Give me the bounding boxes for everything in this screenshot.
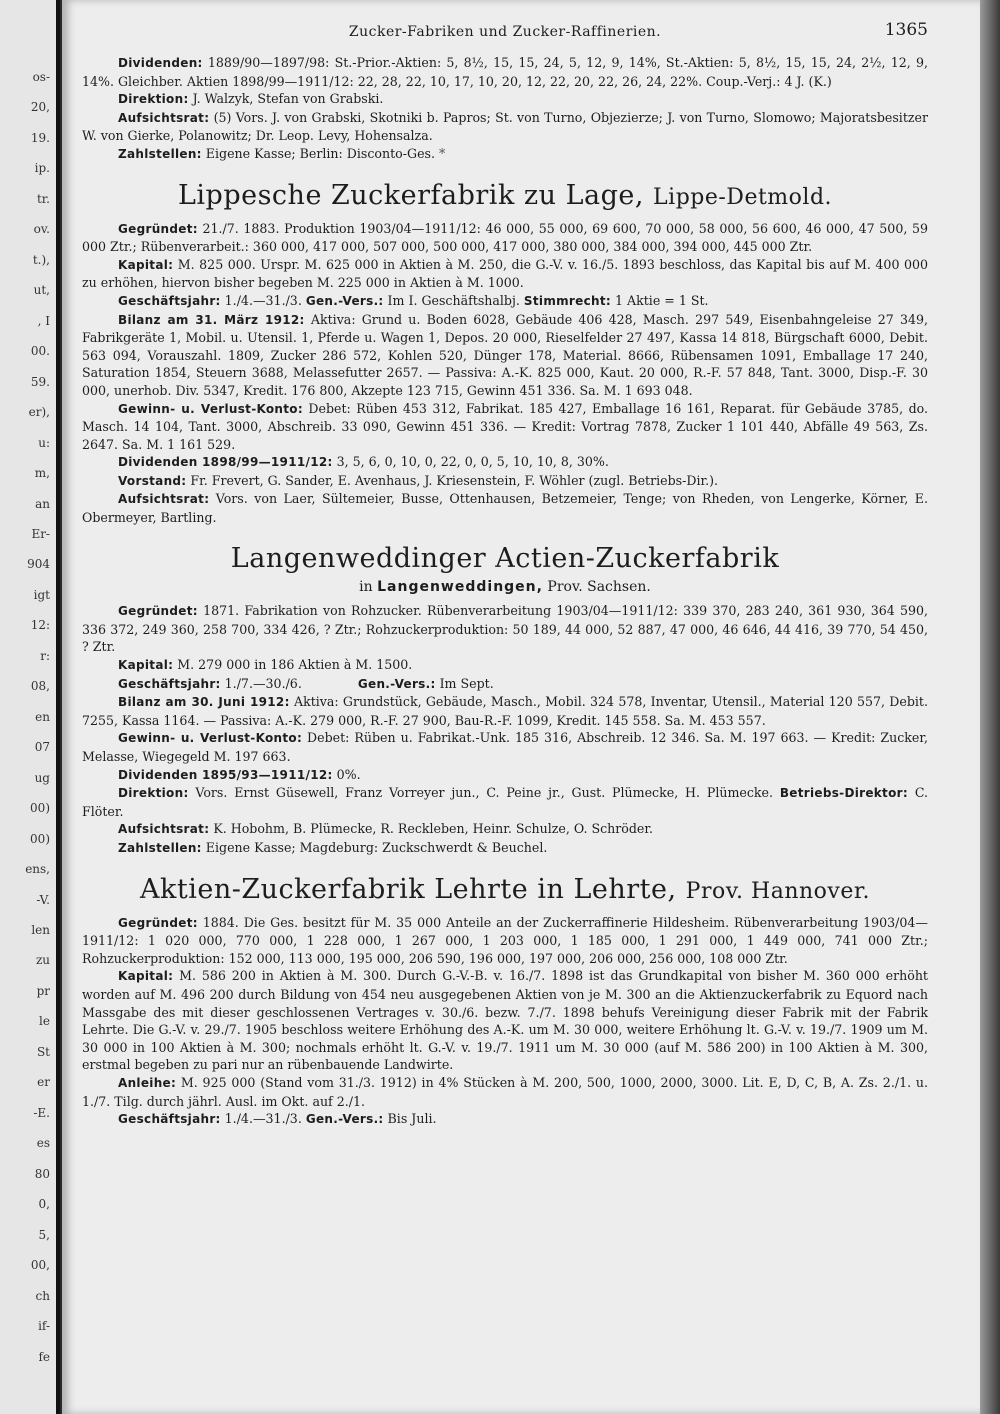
direktion-paragraph [82, 90, 928, 109]
margin-fragment: m, [34, 466, 50, 481]
margin-fragment: 20, [30, 100, 50, 115]
location-place: Langenweddingen, [377, 578, 543, 595]
dividenden-text: 0%. [336, 766, 361, 782]
aufsichtsrat-paragraph [82, 820, 928, 839]
margin-fragment: -E. [33, 1105, 50, 1120]
page-1365 [62, 0, 980, 1414]
margin-fragment: igt [33, 587, 50, 602]
margin-fragment: -V. [36, 892, 50, 907]
company-name: Lippesche Zuckerfabrik zu Lage, [177, 179, 644, 211]
margin-fragment: , I [37, 313, 50, 328]
kapital-label: Kapital: [118, 658, 174, 673]
dividenden-paragraph [82, 54, 928, 90]
kapital-text: M. 825 000. Urspr. M. 625 000 in Aktien à M. 250, die G.-V. v. 16./5. 1893 beschloss, das Kapital bis auf M. 400 000 zu erhöhen, hiervon bisher begeben M. 225 000 in Aktien à M. 1000. [82, 256, 928, 291]
anleihe-label: Anleihe: [118, 1075, 177, 1090]
dividenden-label: Dividenden 1898/99—1911/12: [118, 455, 333, 470]
margin-fragment: os- [32, 70, 50, 84]
zahlstellen-label: Zahlstellen: [118, 840, 202, 855]
gegruendet-paragraph [82, 914, 928, 968]
margin-fragment: 00, [30, 1258, 50, 1273]
margin-fragment: ip. [34, 161, 50, 176]
genvers-text: Bis Juli. [387, 1111, 437, 1127]
aufsichtsrat-text: (5) Vors. J. von Grabski, Skotniki b. Papros; St. von Turno, Objezierze; J. von Turno, Slomowo; Majoratsbesitzer W. von Gierke, Polanowitz; Dr. Leop. Levy, Hohensalza. [82, 109, 928, 144]
gewinn-text: Debet: Rüben u. Fabrikat.-Unk. 185 316, Abschreib. 12 346. Sa. M. 197 663. — Kredit: Zucker, Melasse, Wiegegeld M. 197 663. [82, 730, 928, 764]
margin-fragment: pr [36, 983, 50, 998]
dividenden-label: Dividenden: [118, 56, 203, 70]
margin-fragment: 0, [38, 1197, 50, 1212]
running-head [82, 14, 928, 44]
margin-fragment: ch [35, 1288, 50, 1303]
direktion-paragraph [82, 784, 928, 820]
right-page-edge [980, 0, 1000, 1414]
gewinn-paragraph [82, 729, 928, 765]
company-location: Prov. Hannover. [685, 878, 870, 904]
margin-fragment: t.), [32, 252, 50, 267]
kapital-text: M. 586 200 in Aktien à M. 300. Durch G.-V.-B. v. 16./7. 1898 ist das Grundkapital von bisher M. 360 000 erhöht worden auf M. 496 200 durch Bildung von 454 neu ausgegebenen Aktien von je M. 300 an die Aktienzuckerfabrik zu Equord nach Massgabe des mit dieser geschlossenen Vertrages v. 30./6. bezw. 7./7. 1898 behufs Vereinigung dieser Fabrik mit der Fabrik Lehrte. Die G.-V. v. 29./7. 1905 beschloss weitere Erhöhung des A.-K. um M. 30 000, weitere Erhöhung lt. G.-V. v. 19./7. 1909 um M. 30 000 in 100 Aktien à M. 300; nochmals erhöht lt. G.-V. v. 19./7. 1911 um M. 30 000 (auf M. 586 200) in 100 Aktien à M. 300, erstmal begeben zu pari nur an rübenbauende Landwirte. [82, 968, 928, 1073]
margin-fragment: 59. [30, 374, 50, 389]
margin-fragment: ov. [33, 222, 50, 237]
gegruendet-text: 1884. Die Ges. besitzt für M. 35 000 Anteile an der Zuckerraffinerie Hildesheim. Rübenverarbeitung 1903/04—1911/12: 1 020 000, 770 000, 1 228 000, 1 267 000, 1 203 000, 1 185 000, 1 291 000, 1 449 000, 741 000 Ztr.; Rohzuckerproduktion: 152 000, 113 000, 195 000, 206 590, 196 000, 197 000, 206 000, 256 000, 108 000 Ztr. [82, 914, 928, 966]
direktion-label: Direktion: [118, 786, 189, 801]
company-heading [82, 543, 928, 575]
margin-fragment: 00. [30, 344, 50, 359]
genvers-text: Im Sept. [439, 675, 494, 691]
aufsichtsrat-label: Aufsichtsrat: [118, 822, 210, 837]
direktion-label: Direktion: [118, 92, 189, 107]
kapital-label: Kapital: [118, 969, 174, 984]
vorstand-label: Vorstand: [118, 473, 187, 488]
bilanz-paragraph [82, 693, 928, 729]
gegruendet-label: Gegründet: [118, 915, 198, 930]
location-province: Prov. Sachsen. [547, 578, 651, 595]
company-name: Langenweddinger Actien-Zuckerfabrik [230, 542, 780, 574]
genvers-label: Gen.-Vers.: [305, 1112, 384, 1127]
margin-fragment: 00) [30, 831, 50, 846]
bilanz-label: Bilanz am 30. Juni 1912: [118, 695, 290, 710]
margin-fragment: len [31, 923, 50, 938]
gewinn-text: Debet: Rüben 453 312, Fabrikat. 185 427, Emballage 16 161, Reparat. für Gebäude 3785, do. Masch. 14 104, Tant. 3000, Abschreib. 33 090, Gewinn 451 336. — Kredit: Vortrag 7878, Zucker 1 101 440, Abfälle 49 563, Zs. 2647. Sa. M. 1 161 529. [82, 400, 928, 452]
gewinn-paragraph [82, 400, 928, 454]
gegruendet-label: Gegründet: [118, 604, 198, 619]
margin-fragment: 08, [30, 679, 50, 694]
section-aktien-zuckerfabrik-lehrte [82, 874, 928, 1129]
bilanz-text: Aktiva: Grund u. Boden 6028, Gebäude 406 428, Masch. 297 549, Eisenbahngeleise 27 349, Fabrikgeräte 1, Mobil. u. Utensil. 1, Pferde u. Wagen 1, Depos. 20 000, Rieselfelder 27 497, Kassa 14 818, Bürgschaft 6000, Debit. 563 094, Vorauszahl. 1809, Zucker 286 572, Kohlen 520, Dünger 178, Material. 8666, Rübensamen 1091, Emballage 17 240, Saturation 1854, Steuern 3688, Melassefutter 2657. — Passiva: A.-K. 825 000, Kaut. 20 000, R.-F. 57 848, Tant. 3000, Disp.-F. 30 000, unerhob. Div. 5347, Kredit. 176 800, Akzepte 123 715, Gewinn 451 336. Sa. M. 1 693 048. [82, 311, 928, 398]
kapital-paragraph [82, 967, 928, 1074]
geschaeftsjahr-label: Geschäftsjahr: [118, 676, 221, 691]
anleihe-text: M. 925 000 (Stand vom 31./3. 1912) in 4% Stücken à M. 200, 500, 1000, 2000, 3000. Lit. E, D, C, B, A. Zs. 2./1. u. 1./7. Tilg. durch jährl. Ausl. im Okt. auf 2./1. [82, 1074, 928, 1109]
aufsichtsrat-label: Aufsichtsrat: [118, 110, 210, 125]
dividenden-text: 3, 5, 6, 0, 10, 0, 22, 0, 0, 5, 10, 10, 8, 30%. [336, 454, 609, 470]
genvers-text: Im I. Geschäftshalbj. [387, 292, 520, 308]
company-heading [82, 180, 928, 214]
margin-fragment: tr. [36, 191, 50, 206]
geschaeftsjahr-text: 1./4.—31./3. [224, 292, 302, 308]
stimmrecht-label: Stimmrecht: [523, 293, 611, 308]
aufsichtsrat-text: K. Hobohm, B. Plümecke, R. Reckleben, Heinr. Schulze, O. Schröder. [213, 821, 654, 837]
bilanz-label: Bilanz am 31. März 1912: [118, 312, 305, 327]
margin-fragment: en [35, 709, 50, 724]
company-location: Lippe-Detmold. [653, 184, 833, 210]
margin-fragment: an [35, 496, 50, 511]
margin-fragment: le [39, 1014, 50, 1029]
gegruendet-label: Gegründet: [118, 221, 198, 236]
margin-fragment: 80 [34, 1166, 50, 1181]
page-content [82, 14, 928, 1129]
margin-fragment: ut, [33, 283, 50, 298]
aufsichtsrat-text: Vors. von Laer, Sültemeier, Busse, Ottenhausen, Betzemeier, Tenge; von Rheden, von Lengerke, Körner, E. Obermeyer, Bartling. [82, 491, 928, 526]
margin-fragment: ug [34, 770, 50, 785]
geschaeftsjahr-label: Geschäftsjahr: [118, 1112, 221, 1127]
margin-fragment: es [36, 1136, 50, 1151]
betriebsdirektor-label: Betriebs-Direktor: [779, 786, 908, 801]
margin-fragment: u: [38, 435, 50, 450]
margin-fragment: 12: [30, 618, 50, 633]
geschaeftsjahr-label: Geschäftsjahr: [118, 293, 221, 308]
running-head-title: Zucker-Fabriken und Zucker-Raffinerien. [348, 24, 662, 40]
kapital-paragraph [82, 656, 928, 675]
kapital-text: M. 279 000 in 186 Aktien à M. 1500. [177, 657, 413, 673]
previous-page-margin [0, 0, 60, 1414]
company-location [82, 579, 928, 597]
genvers-label: Gen.-Vers.: [357, 676, 436, 691]
bilanz-text: Aktiva: Grundstück, Gebäude, Masch., Mobil. 324 578, Inventar, Utensil., Material 120 557, Debit. 7255, Kassa 1164. — Passiva: A.-K. 279 000, R.-F. 27 900, Bau-R.-F. 1099, Kredit. 145 558. Sa. M. 453 557. [82, 694, 928, 728]
zahlstellen-text: Eigene Kasse; Berlin: Disconto-Ges. [205, 145, 435, 161]
gewinn-label: Gewinn- u. Verlust-Konto: [118, 731, 303, 746]
direktion-text: Vors. Ernst Güsewell, Franz Vorreyer jun., C. Peine jr., Gust. Plümecke, H. Plümecke. [195, 785, 773, 801]
direktion-text: J. Walzyk, Stefan von Grabski. [192, 91, 384, 107]
dividenden-paragraph [82, 766, 928, 785]
margin-fragment: er [37, 1075, 50, 1090]
aufsichtsrat-paragraph [82, 490, 928, 526]
margin-fragment: St [36, 1044, 50, 1059]
footnote-mark: * [439, 145, 446, 161]
margin-fragment: ens, [25, 862, 50, 877]
margin-fragment: fe [38, 1349, 50, 1364]
zahlstellen-text: Eigene Kasse; Magdeburg: Zuckschwerdt & Beuchel. [205, 839, 548, 855]
company-heading [82, 874, 928, 908]
aufsichtsrat-paragraph [82, 109, 928, 145]
dividenden-paragraph [82, 453, 928, 472]
geschaeftsjahr-text: 1./4.—31./3. [224, 1111, 302, 1127]
kapital-paragraph [82, 256, 928, 292]
margin-fragment: zu [35, 953, 50, 968]
geschaeftsjahr-paragraph [82, 675, 928, 694]
vorstand-paragraph [82, 472, 928, 491]
location-in: in [359, 578, 373, 595]
margin-fragment: 5, [38, 1227, 50, 1242]
bilanz-paragraph [82, 311, 928, 400]
margin-fragment: er), [28, 405, 50, 420]
company-name: Aktien-Zuckerfabrik Lehrte in Lehrte, [140, 873, 677, 905]
anleihe-paragraph [82, 1074, 928, 1110]
zahlstellen-paragraph [82, 839, 928, 858]
genvers-label: Gen.-Vers.: [305, 293, 384, 308]
geschaeftsjahr-text: 1./7.—30./6. [224, 675, 302, 691]
betriebsdirektor-text: C. Flöter. [82, 785, 929, 819]
margin-fragment: 19. [30, 130, 50, 145]
geschaeftsjahr-paragraph [82, 292, 928, 311]
margin-fragment: r: [40, 648, 50, 663]
geschaeftsjahr-paragraph [82, 1110, 928, 1129]
margin-fragment: Er- [31, 526, 50, 541]
gegruendet-paragraph [82, 602, 928, 656]
margin-fragment: 07 [34, 740, 50, 755]
dividenden-text: 1889/90—1897/98: St.-Prior.-Aktien: 5, 8½, 15, 15, 24, 5, 12, 9, 14%, St.-Aktien: 5, 8½, 15, 15, 24, 2½, 12, 9, 14%. Gleichber. Aktien 1898/99—1911/12: 22, 28, 22, 10, 17, 10, 20, 12, 22, 20, 22, 26, 24, 22%. Coup.-Verj.: 4 J. (K.) [82, 55, 928, 89]
gegruendet-text: 1871. Fabrikation von Rohzucker. Rübenverarbeitung 1903/04—1911/12: 339 370, 283 240, 361 930, 364 590, 336 372, 249 360, 258 700, 334 426, ? Ztr.; Rohzuckerproduktion: 50 189, 44 000, 52 887, 47 000, 46 646, 44 416, 39 770, 54 450, ? Ztr. [82, 603, 928, 655]
margin-fragment: if- [38, 1319, 50, 1334]
gegruendet-text: 21./7. 1883. Produktion 1903/04—1911/12: 46 000, 55 000, 69 600, 70 000, 58 000, 56 600, 46 000, 47 500, 59 000 Ztr.; Rübenverarbeit.: 360 000, 417 000, 507 000, 500 000, 417 000, 380 000, 384 000, 394 000, 445 000 Ztr. [82, 220, 928, 255]
section-continued-entry [82, 54, 928, 164]
page-number: 1365 [884, 20, 928, 40]
zahlstellen-label: Zahlstellen: [118, 146, 202, 161]
vorstand-text: Fr. Frevert, G. Sander, E. Avenhaus, J. Kriesenstein, F. Wöhler (zugl. Betriebs-Dir.). [190, 472, 719, 488]
margin-fragment: 00) [30, 801, 50, 816]
zahlstellen-paragraph [82, 145, 928, 164]
stimmrecht-text: 1 Aktie = 1 St. [615, 292, 709, 308]
margin-fragment: 904 [27, 557, 50, 572]
section-langenweddinger-zuckerfabrik [82, 543, 928, 858]
gegruendet-paragraph [82, 220, 928, 256]
section-lippesche-zuckerfabrik [82, 180, 928, 527]
gewinn-label: Gewinn- u. Verlust-Konto: [118, 401, 303, 416]
aufsichtsrat-label: Aufsichtsrat: [118, 492, 210, 507]
dividenden-label: Dividenden 1895/93—1911/12: [118, 767, 333, 782]
kapital-label: Kapital: [118, 257, 174, 272]
